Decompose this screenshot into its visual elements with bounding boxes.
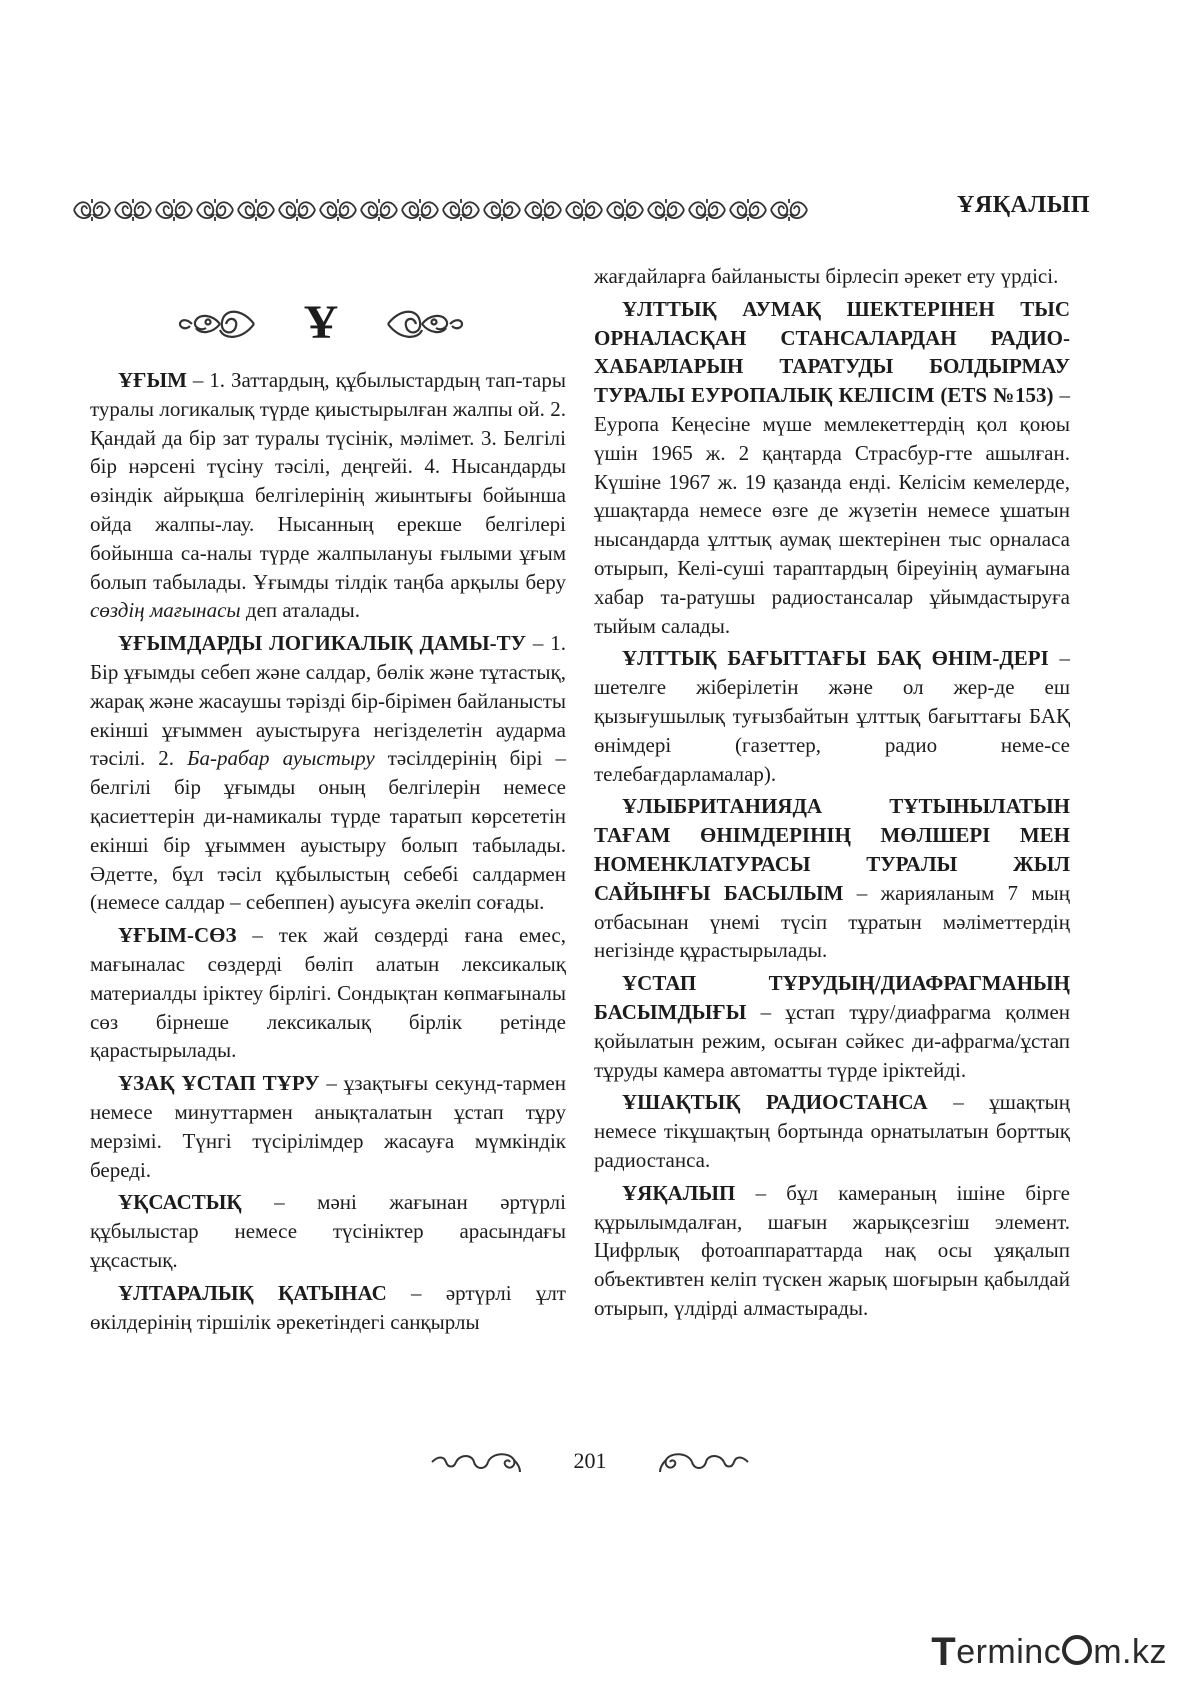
- right-column: [594, 262, 1070, 1327]
- entry-cross-reference: сөздің мағынасы: [90, 598, 241, 623]
- entry-body-tail: тәсілдерінің бірі – белгілі бір ұғымды оның белгілерін немесе қасиеттерін ди-намикалы түрде таратып көрсететін екінші бір ұғыммен ауыстыру болып табылады. Әдетте, бұл тәсіл құбылыстың себебі салдармен (немесе салдар – себеппен) ауысуға әкеліп соғады.: [90, 746, 566, 915]
- band-motif: [197, 199, 233, 221]
- band-motif: [361, 199, 397, 221]
- entry-term: ҰЛТАРАЛЫҚ ҚАТЫНАС: [118, 1280, 387, 1305]
- band-motif: [566, 199, 602, 221]
- entry-term: ҰШАҚТЫҚ РАДИОСТАНСА: [622, 1090, 928, 1115]
- entry-term: ҰҚСАСТЫҚ: [118, 1190, 242, 1215]
- running-head: ҰЯҚАЛЫП: [956, 192, 1090, 218]
- band-motif: [402, 199, 438, 221]
- entry-body: – 1. Заттардың, құбылыстардың тап-тары туралы логикалық түрде қиыстырылған жалпы ой. 2. Қандай да бір зат туралы түсінік, мәлімет. 3. Белгілі бір нәрсені түсіну тәсілі, деңгейі. 4. Нысандарды өзіндік айрықша белгілерінің жиынтығы бойынша ойда жалпы-лау. Нысанның ерекше белгілері бойынша са-налы түрде жалпылануы ғылыми ұғым болып табылады. Ұғымды тілдік таңба арқылы беру: [90, 368, 566, 594]
- entry-cross-reference: Ба-рабар ауыстыру: [187, 746, 375, 771]
- entry-term: ҰЗАҚ ҰСТАП ТҰРУ: [118, 1071, 320, 1096]
- band-motif: [320, 199, 356, 221]
- band-motif: [484, 199, 520, 221]
- entry-body: – 1. Бір ұғымды себеп және салдар, бөлік және тұтастық, жарақ және жасаушы тәрізді бір-бірімен байланысты екінші ұғыммен ауыстыруға негізделетін аударма тәсілі. 2.: [90, 631, 567, 771]
- dictionary-entry: [594, 1179, 1070, 1323]
- entry-term: ҰЛЫБРИТАНИЯДА ТҰТЫНЫЛАТЫН ТАҒАМ ӨНІМДЕРІНІҢ МӨЛШЕРІ МЕН НОМЕНКЛАТУРАСЫ ТУРАЛЫ ЖЫЛ САЙЫНҒЫ БАСЫЛЫМ: [594, 794, 1070, 905]
- dictionary-entry: [90, 1279, 566, 1337]
- section-letter: Ұ: [303, 296, 339, 349]
- band-motif: [74, 199, 110, 221]
- entry-term: ҰЯҚАЛЫП: [622, 1180, 736, 1205]
- dictionary-entry: [90, 1188, 566, 1274]
- band-motif: [648, 199, 684, 221]
- section-letter-heading: [176, 296, 466, 350]
- entry-body: – жарияланым 7 мың отбасынан үнемі түсіп тұратын мәліметтердің негізінде құрастырылады.: [594, 880, 1070, 963]
- entry-body: – тек жай сөздерді ғана емес, мағыналас сөздерді бөліп алатын лексикалық материалды іріктеу бірлігі. Сондықтан көпмағыналы сөз бірнеше лексикалық бірлік ретінде қарастырылады.: [90, 923, 566, 1063]
- swirl-ornament-right-icon: [386, 304, 466, 344]
- entry-body: – шетелге жіберілетін және ол жер-де еш қызығушылық туғызбайтын ұлттық бағыттағы БАҚ өнімдері (газеттер, радио неме-се телебағдарламалар).: [594, 646, 1071, 786]
- dictionary-entry: [594, 792, 1070, 965]
- left-column: [90, 366, 566, 1340]
- entry-continuation: жағдайларға байланысты бірлесіп әрекет ету үрдісі.: [594, 264, 1059, 288]
- watermark-c: c: [1043, 1633, 1062, 1671]
- entry-term: ҰҒЫМ-СӨЗ: [118, 923, 237, 948]
- entry-body: – ұшақтың немесе тікұшақтың бортында орнатылатын борттық радиостанса.: [594, 1090, 1070, 1172]
- dictionary-entry: [594, 295, 1070, 641]
- entry-body: – әртүрлі ұлт өкілдерінің тіршілік әрекетіндегі санқырлы: [90, 1280, 566, 1334]
- ornament-band-icon: [72, 196, 810, 224]
- watermark-text: ermin: [956, 1633, 1044, 1671]
- entry-term: ҰЛТТЫҚ БАҒЫТТАҒЫ БАҚ ӨНІМ-ДЕРІ: [622, 646, 1049, 671]
- entry-term: ҰҒЫМ: [118, 368, 187, 392]
- watermark-letter: T: [931, 1630, 957, 1674]
- band-motif: [115, 199, 151, 221]
- band-motif: [607, 199, 643, 221]
- dictionary-entry: [90, 366, 566, 625]
- band-motif: [689, 199, 725, 221]
- entry-body-tail: деп аталады.: [240, 598, 360, 623]
- dictionary-entry: [90, 921, 566, 1065]
- page-footer: [430, 1446, 750, 1478]
- band-motif: [771, 199, 807, 221]
- entry-body: – ұстап тұру/диафрагма қолмен қойылатын режим, осыған сәйкес ди-афрагма/ұстап тұруды камера автоматты түрде іріктейді.: [594, 999, 1070, 1082]
- band-motif: [279, 199, 315, 221]
- dictionary-entry: [90, 629, 566, 917]
- entry-body: – мәні жағынан әртүрлі құбылыстар немесе түсініктер арасындағы ұқсастық.: [90, 1190, 566, 1272]
- footer-swirl-right-icon: [658, 1450, 750, 1474]
- entry-body: – Еуропа Кеңесіне мүше мемлекеттердің қол қоюы үшін 1965 ж. 2 қаңтарда Страсбур-гте ашылған. Күшіне 1967 ж. 19 қазанда енді. Келісім кемелерде, ұшақтарда немесе өзге де жүзетін немесе ұшатын нысандарда ұлттық аумақ шектерінен тыс орналаса отырып, Келі-суші тараптардың біреуінің аумағына хабар та-ратушы радиостансалар ұйымдастыруға тыйым салады.: [594, 383, 1070, 638]
- entry-body: – бұл камераның ішіне бірге құрылымдалған, шағын жарықсезгіш элемент. Цифрлық фотоаппараттарда нақ осы ұяқалып объективтен келіп түскен жарық шоғырын қабылдай отырып, үлдірді алмастырады.: [594, 1180, 1070, 1320]
- watermark-suffix: m.kz: [1093, 1633, 1167, 1671]
- dictionary-entry: [90, 1069, 566, 1184]
- page-number: 201: [573, 1448, 607, 1473]
- entry-body: – ұзақтығы секунд-тармен немесе минуттармен анықталатын ұстап тұру мерзімі. Түнгі түсірілімдер жасауға мүмкіндік береді.: [90, 1071, 566, 1182]
- band-motif: [525, 199, 561, 221]
- dictionary-entry: [594, 644, 1070, 788]
- band-motif: [443, 199, 479, 221]
- entry-term: ҰҒЫМДАРДЫ ЛОГИКАЛЫҚ ДАМЫ-ТУ: [118, 631, 527, 656]
- band-motif: [156, 199, 192, 221]
- dictionary-entry: [594, 1088, 1070, 1174]
- header-ornament-band: [72, 196, 810, 224]
- watermark-circle-icon: [1062, 1635, 1092, 1665]
- band-motif: [730, 199, 766, 221]
- entry-term: ҰЛТТЫҚ АУМАҚ ШЕКТЕРІНЕН ТЫС ОРНАЛАСҚАН СТАНСАЛАРДАН РАДИО-ХАБАРЛАРЫН ТАРАТУДЫ БОЛДЫРМАУ ТУРАЛЫ ЕУРОПАЛЫҚ КЕЛІСІМ (ETS №153): [594, 296, 1070, 408]
- entry-term: ҰСТАП ТҰРУДЫҢ/ДИАФРАГМАНЫҢ БАСЫМДЫҒЫ: [594, 971, 1070, 1024]
- site-watermark-logo: [931, 1628, 1167, 1674]
- band-motif: [238, 199, 274, 221]
- dictionary-entry: [594, 969, 1070, 1084]
